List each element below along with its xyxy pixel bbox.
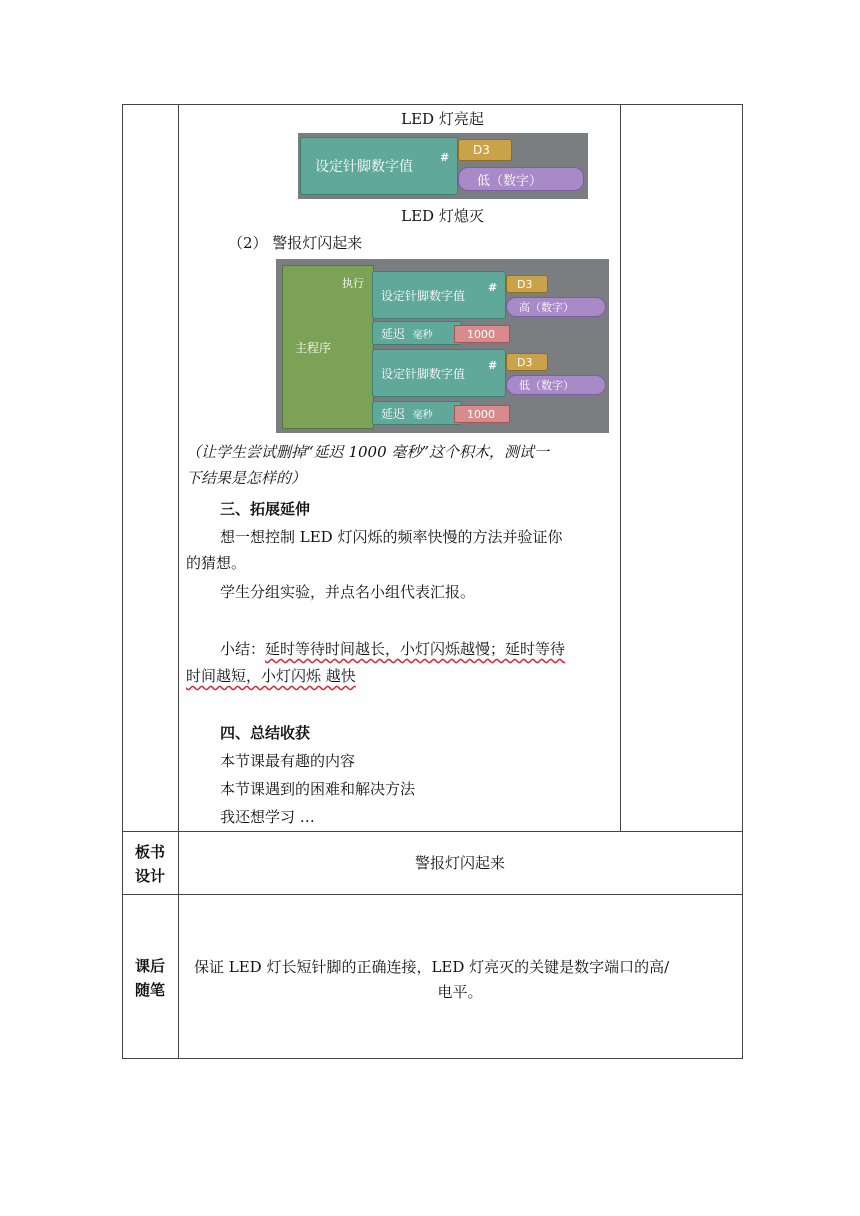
section-3-para-1-line-2: 的猜想。 (186, 554, 247, 572)
block-image-1 (298, 133, 588, 199)
table-border-top (122, 104, 743, 105)
table-row-divider-1 (122, 831, 743, 832)
pin-block-1: D3 (506, 275, 548, 293)
summary-line-2: 时间越短，小灯闪烁 越快 (186, 667, 356, 685)
table-border-bottom (122, 1058, 743, 1059)
table-divider-label (178, 104, 179, 1058)
ms-label-1: 毫秒 (412, 329, 433, 341)
table-row-divider-2 (122, 894, 743, 895)
ms-label-2: 毫秒 (412, 409, 433, 421)
notes-label-line-1: 课后 (134, 957, 165, 975)
set-pin-low-block (372, 349, 506, 397)
led-off-caption: LED 灯熄灭 (401, 207, 484, 225)
section-4-line-3: 我还想学习 … (220, 808, 315, 826)
delay-label-2: 延迟 (381, 406, 406, 421)
section-3-title: 三、拓展延伸 (220, 500, 311, 518)
board-content: 警报灯闪起来 (414, 854, 505, 872)
hash-label: # (440, 151, 450, 164)
section-4-line-1: 本节课最有趣的内容 (220, 752, 356, 770)
level-block: 低（数字） (458, 167, 584, 191)
hash-label-1: # (488, 281, 498, 294)
exec-label: 执行 (342, 277, 364, 290)
notes-content-line-2: 电平。 (437, 983, 483, 1001)
summary-prefix: 小结： (220, 640, 266, 658)
summary-text-1: 延时等待时间越长，小灯闪烁越慢；延时等待 (265, 640, 566, 658)
delay-label-1: 延迟 (381, 326, 406, 341)
main-program-label: 主程序 (295, 340, 332, 355)
board-label-line-2: 设计 (134, 867, 165, 885)
high-level-block: 高（数字） (506, 297, 606, 317)
table-border-right (742, 104, 743, 1058)
board-label-line-1: 板书 (134, 843, 165, 861)
section-3-para-2: 学生分组实验，并点名小组代表汇报。 (220, 583, 476, 601)
delay-value-2: 1000 (454, 405, 510, 423)
set-pin-high-label: 设定针脚数字值 (381, 288, 466, 303)
led-on-caption: LED 灯亮起 (401, 110, 484, 128)
step-2-heading: （2） 警报灯闪起来 (228, 234, 363, 252)
summary-line-1 (220, 639, 565, 659)
table-border-left (122, 104, 123, 1058)
pin-block-2: D3 (506, 353, 548, 371)
delay-block-2 (372, 401, 462, 425)
delay-value-1: 1000 (454, 325, 510, 343)
section-3-para-1-line-1: 想一想控制 LED 灯闪烁的频率快慢的方法并验证你 (220, 528, 563, 546)
set-pin-high-block (372, 271, 506, 319)
set-pin-block (300, 137, 458, 195)
note-line-2: 下结果是怎样的） (186, 469, 307, 487)
low-level-block: 低（数字） (506, 375, 606, 395)
block-image-2 (276, 259, 609, 433)
section-4-title: 四、总结收获 (220, 724, 311, 742)
notes-content-line-1: 保证 LED 灯长短针脚的正确连接，LED 灯亮灭的关键是数字端口的高/ (194, 958, 670, 976)
pin-block: D3 (458, 139, 512, 161)
section-4-line-2: 本节课遇到的困难和解决方法 (220, 780, 416, 798)
set-pin-low-label: 设定针脚数字值 (381, 366, 466, 381)
notes-label-line-2: 随笔 (134, 981, 165, 999)
note-line-1: （让学生尝试删掉“延迟 1000 毫秒”这个积木，测试一 (186, 443, 550, 461)
set-pin-label: 设定针脚数字值 (315, 159, 413, 175)
delay-block-1 (372, 321, 462, 345)
hash-label-2: # (488, 359, 498, 372)
table-divider-right (620, 104, 621, 831)
